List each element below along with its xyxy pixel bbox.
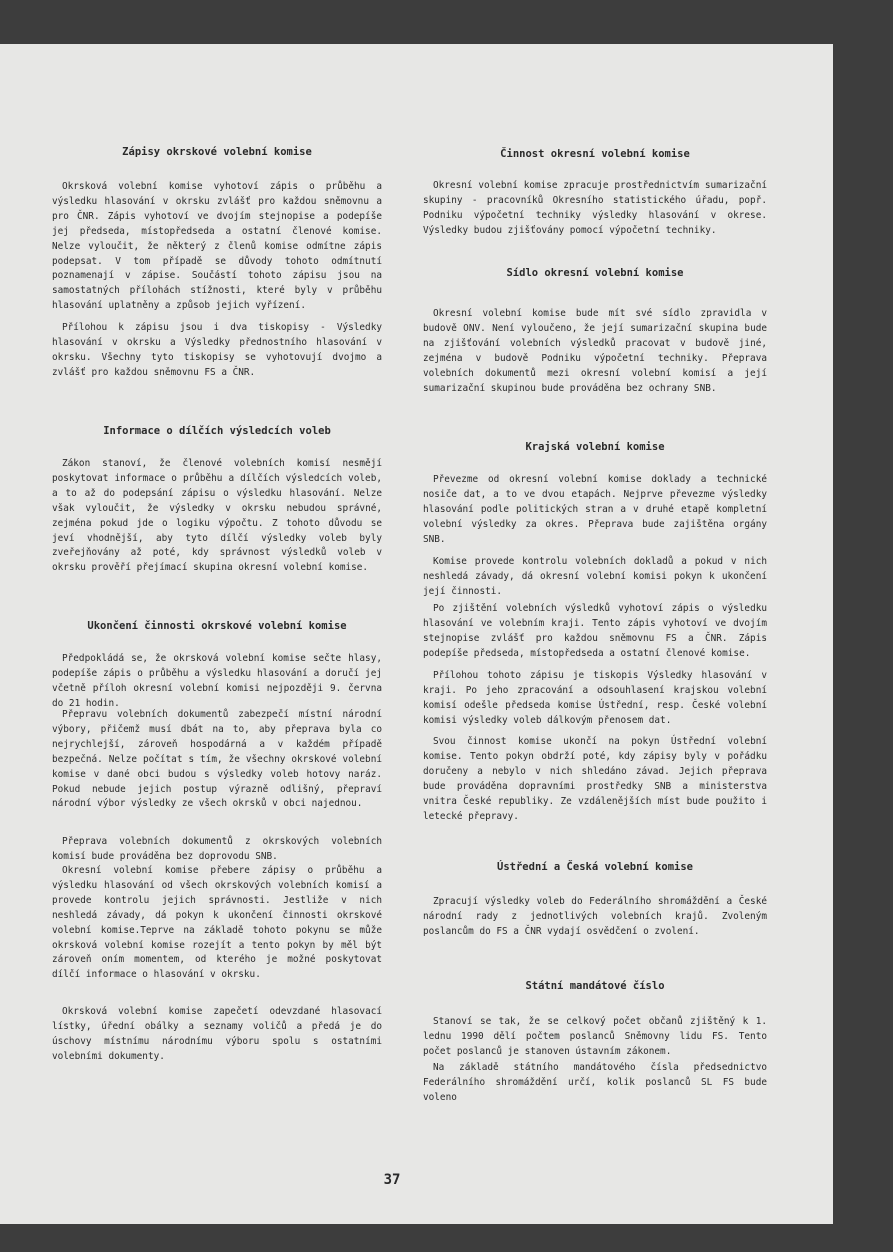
section-heading: Krajská volební komise [525,441,665,453]
section-heading: Informace o dílčích výsledcích voleb [103,425,331,437]
paragraph: Komise provede kontrolu volebních dokladů a pokud v nich neshledá závady, dá okresní volební komisi pokyn k ukončení její činnosti. [423,556,767,597]
paragraph: Přepravu volebních dokumentů zabezpečí místní národní výbory, přičemž musí dbát na to, aby přeprava byla co nejrychlejší, zároveň hospodárná a v každém případě bezpečná. Nelze počítat s tím, že všechny okrskové volební komise v dané obci budou s výsledky voleb hotovy naráz. Pokud nebude jejich postup výrazně odlišný, přepraví národní výbor výsledky ze všech okrsků v obci najednou. [52,709,382,810]
paragraph: Po zjištění volebních výsledků vyhotoví zápis o výsledku hlasování ve volebním kraji. Tento zápis vyhotoví ve dvojím stejnopise zvlášť pro každou sněmovnu FS a ČNR. Zápis podepíše předseda, místopředseda a ostatní členové komise. [423,603,767,659]
paragraph: Převezme od okresní volební komise doklady a technické nosiče dat, a to ve dvou etapách. Nejprve převezme výsledky hlasování podle politických stran a v druhé etapě kompletní volební výsledky za okres. Přeprava bude zajištěna orgány SNB. [423,474,767,545]
section-heading: Činnost okresní volební komise [500,148,690,160]
page-number: 37 [383,1172,401,1188]
paragraph: Okrsková volební komise zapečetí odevzdané hlasovací lístky, úřední obálky a seznamy voličů a předá je do úschovy místnímu národnímu výboru spolu s ostatními volebními dokumenty. [52,1006,382,1062]
paragraph: Okresní volební komise bude mít své sídlo zpravidla v budově ONV. Není vyloučeno, že její sumarizační skupina bude na zjišťování volebních výsledků pracovat v budově jiné, zejména v budově Podniku výpočetní techniky. Přeprava volebních dokumentů mezi okresní volební komisí a její sumarizační skupinou bude prováděna bez ochrany SNB. [423,308,767,394]
paragraph: Stanoví se tak, že se celkový počet občanů zjištěný k 1. lednu 1990 dělí počtem poslanců Sněmovny lidu FS. Tento počet poslanců je stanoven ústavním zákonem. [423,1016,767,1057]
paragraph: Přeprava volebních dokumentů z okrskových volebních komisí bude prováděna bez doprovodu SNB. [52,836,382,862]
paragraph: Přílohou tohoto zápisu je tiskopis Výsledky hlasování v kraji. Po jeho zpracování a odsouhlasení krajskou volební komisí odešle předseda komise Ústřední, resp. České volební komisi výsledky voleb dálkovým přenosem dat. [423,670,767,726]
section-heading: Zápisy okrskové volební komise [122,146,312,158]
paragraph: Okresní volební komise přebere zápisy o průběhu a výsledku hlasování od všech okrskových volebních komisí a provede kontrolu jejich správnosti. Jestliže v nich neshledá závady, dá pokyn k ukončení činnosti okrskové volební komise.Teprve na základě tohoto pokynu se může okrsková volební komise rozejít a tento pokyn by měl být zároveň oním momentem, od kterého je možné poskytovat dílčí informace o hlasování v okrsku. [52,865,382,981]
paragraph: Okresní volební komise zpracuje prostřednictvím sumarizační skupiny - pracovníků Okresního statistického úřadu, popř. Podniku výpočetní techniky výsledky hlasování v okrese. Výsledky budou zjišťovány pomocí výpočetní techniky. [423,180,767,236]
paragraph: Na základě státního mandátového čísla předsednictvo Federálního shromáždění určí, kolik poslanců SL FS bude voleno [423,1062,767,1103]
paragraph: Přílohou k zápisu jsou i dva tiskopisy - Výsledky hlasování v okrsku a Výsledky přednostního hlasování v okrsku. Všechny tyto tiskopisy se vyhotovují dvojmo a zvlášť pro každou sněmovnu FS a ČNR. [52,322,382,378]
paragraph: Předpokládá se, že okrsková volební komise sečte hlasy, podepíše zápis o průběhu a výsledku hlasování a doručí jej včetně příloh okresní volební komisi nejpozději 9. června do 21 hodin. [52,653,382,709]
paragraph: Svou činnost komise ukončí na pokyn Ústřední volební komise. Tento pokyn obdrží poté, kdy zápisy byly v pořádku doručeny a nebylo v nich shledáno závad. Jejich přeprava bude prováděna dopravními prostředky SNB a ministerstva vnitra České republiky. Ze vzdálenějších míst bude použito i letecké přepravy. [423,736,767,822]
paragraph: Zákon stanoví, že členové volebních komisí nesmějí poskytovat informace o průběhu a dílčích výsledcích voleb, a to až do podepsání zápisu o výsledku hlasování. Nelze však vyloučit, že výsledky v okrsku nebudou správné, zejména pokud jde o logiku výpočtu. Z tohoto důvodu se jeví vhodnější, aby tyto dílčí výsledky voleb byly zveřejňovány až poté, kdy správnost výsledků voleb v okrsku prověří přejímací skupina okresní volební komise. [52,458,382,574]
section-heading: Ústřední a Česká volební komise [497,861,693,873]
section-heading: Státní mandátové číslo [525,980,665,992]
section-heading: Ukončení činnosti okrskové volební komise [87,620,347,632]
paragraph: Zpracují výsledky voleb do Federálního shromáždění a České národní rady z jednotlivých volebních krajů. Zvoleným poslancům do FS a ČNR vydají osvědčení o zvolení. [423,896,767,937]
document-page [0,44,833,1224]
paragraph: Okrsková volební komise vyhotoví zápis o průběhu a výsledku hlasování v okrsku zvlášť pro každou sněmovnu a pro ČNR. Zápis vyhotoví ve dvojím stejnopise a podepíše jej předseda, místopředseda a ostatní členové komise. Nelze vyloučit, že některý z členů komise odmítne zápis podepsat. V tom případě se důvody tohoto odmítnutí poznamenají v zápise. Součástí tohoto zápisu jsou na samostatných přílohách stížnosti, které byly v průběhu hlasování uplatněny a způsob jejich vyřízení. [52,181,382,312]
section-heading: Sídlo okresní volební komise [506,267,684,279]
